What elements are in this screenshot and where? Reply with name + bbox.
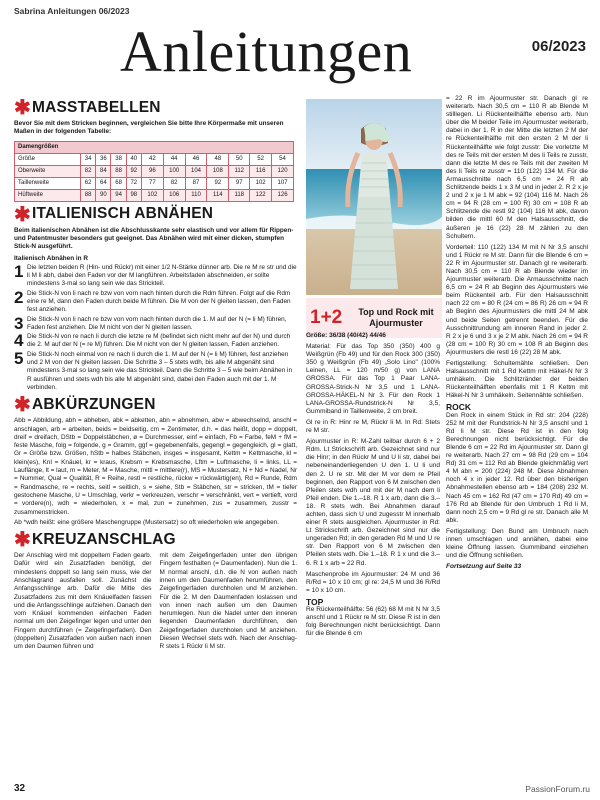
abbreviation-note: Ab *wdh heißt: eine größere Maschengruppe (Mustersatz) so oft wiederholen wie angegeben. [14,518,280,526]
section-masstabellen [14,99,297,117]
beach-photo-image [306,99,442,295]
abbreviation-list: Abb = Abbildung, abh = abheben, abk = abketten, abn = abnehmen, abw = abwechselnd, anschl = anschlagen, arb = arbeiten, beids = beidseitig, cm = Zentimeter, d.h. = das heißt, dopp = doppelt, dreif = dreifach, DStb = Doppelstäbchen, ø = Durchmesser, einf = einfach, Fb = Farbe, feM + fM = feste Masche, folg = folgende, g = Gramm, ggf = gegebenenfalls, gegengl = gegengleich, gl = glatt, Gr = Größe bzw. Größen, hStb = halbes Stäbchen, insges = insgesamt, Kettm = Kettmasche, kl = klein(es), Knl = Knäuel, kr = kraus, Krebsm = Krebsmasche, Lftm = Luftmasche, li = links, LL = Lauflänge, lt = laut, m = Meter, M = Masche, mittl = mittlere(r), MS = Mustersatz, N + Nd = Nadel, Nr = Nummer, Qual = Qualität, R = Reihe, restl = restliche, rückw = rückwärtig(en), Rd = Runde, Rdm = Randmasche, re = rechts, seitl = seitlich, s = siehe, Stb = Stäbchen, str = stricken, tM = tiefer gestochene Masche, U = Umschlag, verkr = verkreuzen, verschr = verschränkt, vert = vertieft, vord = vordere(n), wdh = wiederholen, x = mal, zun = zunehmen, zus = zusammen, zusstr = zusammenstricken. [14,417,297,516]
page-title: Anleitungen [120,19,413,84]
section-title: KREUZANSCHLAG [32,530,176,548]
list-item: 3 Die Stick-N von li nach re bzw von vorn nach hinten durch die 1. M auf der N (= li M) führen, Faden fest anziehen. Die M nicht von der N gleiten lassen. [14,313,287,333]
top-text: Re Rückenteilhälfte: 56 (62) 68 M mit N Nr 3,5 anschl und 1 Rückr re M str. Diese R ist in den folg Berechnungen nicht berücksichtigt. Dann für die Blende 6 cm [306,606,440,638]
gl-re-info: Gl re in R: Hinr re M, Rückr li M. In Rd: Stets re M str. [306,418,440,435]
top-heading: TOP [306,596,324,607]
step-list [14,261,297,392]
asterisk-icon: ✱ [14,529,31,552]
italienisch-intro: Beim italienischen Abnähen ist die Abschlusskante sehr elastisch und vor allem für Rippen- und Patentmuster besonders gut geeignet. Das Abnähen wird mit einer dicken, stumpfen Stick-N ausgeführt. [14,226,294,251]
rock-fertigstellung-paragraph: Fertigstellung: Den Bund am Umbruch nach innen umschlagen und annähen, dabei eine kleine Öffnung lassen. Gummiband einziehen und die Öffnung schließen. [446,527,588,560]
project-number: 1+2 [310,307,343,328]
section-abkuerzungen [14,394,297,417]
model-photo [306,99,442,295]
section-kreuzanschlag [14,529,297,552]
project-title: Top und Rock mit Ajourmuster [358,307,434,328]
fertigstellung-paragraph: Fertigstellung: Schultemähte schließen. Den Halsausschnitt mit 1 Rd Kettm mit Häkel-N Nr 3 umhäkeln. Die Schlitzränder der beiden Rückenteilhälften ebenfalls mit 1 R Kettm mit Häkel-N Nr 3 umhäkeln. Seitennähte schließen. [446,360,588,400]
table-row: Taillenweite 62 64 68 72 77 82 87 92 97 102 107 [15,177,294,189]
continue-note: Fortsetzung auf Seite 33 [446,563,522,571]
left-column [14,95,297,652]
list-item: 4 Die Stick-N von re nach li durch die letzte re M (befindet sich nicht mehr auf der N) und durch die 2. M auf der N (= re M) führen. Die M nicht von der N gleiten lassen, Faden anziehen. [14,331,291,351]
list-item: 1 Die letzten beiden R (Hin- und Rückr) mit einer 1/2 N-Stärke dünner arb. Die re M re str und die li M li abh, dabei den Faden vor der M langführen. Arbeitsfaden abschneiden, er sollte mindestens 3-mal so lang sein wie das Strickteil. [14,261,297,288]
table-row: Größe 34 36 38 40 42 44 46 48 50 52 54 [15,153,294,165]
issue-number: 06/2023 [531,38,586,55]
size-table [14,141,294,202]
section-title: ABKÜRZUNGEN [32,396,156,414]
vorderteil-paragraph: Vorderteil: 110 (122) 134 M mit N Nr 3,5 anschl und 1 Rückr re M str. Dann für die Blende 6 cm = 22 R im Ajourmuster str. Danach gl re weiterarb. Nach 30,5 cm = 110 R ab Blende wieder im Ajourmuster weiterarb. Die Armausschnitte nach 6,5 cm = 24 R ab Beginn des Ajourmusters wie beim Rückenteil arb. Für den Halsausschnitt nach 22 cm = 80 R (24 cm = 86 R) 26 cm = 94 R ab Beginn des Ajourmusters die mittl 24 M abk und beide Seiten getrennt beenden. Für die Ausschnittrundung am inneren Rand in jeder 2. R 2 x je 6 und 3 x je 2 M abk. Nach 26 cm = 94 R (28 cm = 100 R) 30 cm = 108 R ab Beginn des Ajourmusters die restl 16 (22) 28 M abk. [446,243,588,356]
page-number: 32 [14,783,26,794]
size-info: Größe: 36/38 (40/42) 44/46 [306,332,386,339]
right-paragraph: = 22 R im Ajourmuster str. Danach gl re weiterarb. Nach 30,5 cm = 110 R ab Blende M stilllegen. Li Rückenteilhälfte ebenso arb. Nun über die M beider Teile im Ajourmuster weiterarb, dabei in der 1. R in der Mitte die letzten 2 M der re Rückenteilhälfte mit den ersten 2 M der li Rückenteilhälfte wie folgt zusstr: Die vorletzte M des re Teils mit der ersten M des li Teils re zusstr, dann die letzte M des re Teils mit der zweiten M des li Teils re zusstr = 110 (122) 134 M. Für die Armausschnitte nach 6,5 cm = 24 R ab Schlitzende beids 1 x 3 M und in jeder 2. R 2 x je 2 und 2 x je 1 M abk = 92 (104) 116 M. Nach 26 cm = 94 R (28 cm = 100 R) 30 cm = 108 R ab Schlitzende die restl 92 (104) 116 M abk, davon bilden die mittl 60 M den Halsausschnitt, die äußeren je 16 (22) 28 M zählen zu den Schultern. [446,95,588,240]
italienisch-subtitle: Italienisch Abnähen in R [14,255,88,263]
section-italienisch [14,203,297,226]
list-item: 2 Die Stick-N von li nach re bzw von vorn nach hinten durch die Rdm führen. Folgt auf die Rdm eine re M, dann den Faden durch beide M führen. Die M von der N gleiten lassen, den Faden fest anziehen. [14,287,291,314]
right-column [446,95,588,574]
kreuzanschlag-col2: mit dem Zeigefingerfaden unter den übrigen Fingern festhalten (= Daumenfaden). Nun die 1. M normal anschl, d.h. die N von außen nach innen um den Daumenfaden herumführen, den Zeigefingerfaden durchholen und M anziehen. Für die 2. M den Daumenfaden loslassen und von innen nach außen um den Daumen herumlegen. Nun die Nadel unter den inneren liegenden Daumenfaden durchführen, den Zeigefingerfaden durchholen und M anziehen. Diesen Wechsel stets wdh. Nach der Anschlag-R stets 1 Rückr li M str. [159,552,297,651]
maschenprobe-info: Maschenprobe im Ajourmuster: 24 M und 36 R/Rd = 10 x 10 cm; gl re: 24,5 M und 36 R/Rd = 10 x 10 cm. [306,570,440,594]
rock-heading: ROCK [446,402,472,413]
masstabellen-intro: Bevor Sie mit dem Stricken beginnen, vergleichen Sie bitte Ihre Körpermaße mit unseren Maßen in der folgenden Tabelle: [14,120,284,136]
section-title: MASSTABELLEN [32,98,161,116]
asterisk-icon: ✱ [14,203,31,226]
kreuzanschlag-col1: Der Anschlag wird mit doppeltem Faden gearb. Dafür wird ein Zusatzfaden benötigt, der mindestens doppelt so lang sein muss, wie der Anschlagrand ausfallen soll. Zunächst die Anfangsschlinge arb. Dafür die Mitte des Zusatzfadens zus mit dem Knäuelfaden fassen und die Anfangsschlinge aufziehen. Danach den vom Knäuel kommenden einfachen Faden normal um den Zeigefinger legen und unter den Fingern durchführen (= Zeigefingerfaden). Den (doppelten) Zusatzfaden von außen nach innen um den Daumen führen und [14,552,152,651]
table-row: Oberweite 82 84 88 92 96 100 104 108 112 116 120 [15,165,294,177]
ajour-info: Ajourmuster in R: M-Zahl teilbar durch 6 + 2 Rdm. Lt Strickschrift arb. Gezeichnet sind nur die Hinr; in den Rückr M und U li str, dabei bei nebeneinanderliegenden U den 1. U li und den 2. U re str. Mit der M vor dem re Pfeil beginnen, den Rapport von 6 M zwischen den Pfeilen stets wdh und mit der M nach dem li Pfeil enden. Die 1.–18. R 1 x arb, dann die 3.–18. R stets wdh. Bei Abnahmen darauf achten, dass sich U und zugesstr M innerhalb einer R stets ausgleichen. Ajourmuster in Rd: Lt Strickschrift arb. Gezeichnet sind nur die ungeraden Rd; in den geraden Rd M und U re str. Den Rapport von 6 M zwischen den Pfeilen stets wdh. Die 1.–18. R 1 x und die 3.–6. R 1 x arb = 22 Rd. [306,438,440,567]
middle-column [306,332,440,641]
asterisk-icon: ✱ [14,97,31,119]
magazine-header: Sabrina Anleitungen 06/2023 [14,6,130,16]
kreuzanschlag-text [14,552,297,652]
table-row: Hüftweite 88 90 94 98 102 106 110 114 118 122 126 [15,189,294,201]
asterisk-icon: ✱ [14,394,31,417]
rock-paragraph: Den Rock in einem Stück in Rd str: 204 (228) 252 M mit der Rundstrick-N Nr 3,5 anschl und 1 Rd li M str. Diese Rd ist in den folg Berechnungen nicht berücksichtigt. Für die Blende 6 cm = 22 Rd im Ajourmuster str. Dann gl re weiterarb. Nach 27 cm = 98 Rd (29 cm = 104 Rd) 31 cm = 112 Rd ab Blende gleichmäßig vert 4 M abn = 200 (224) 248 M. Diese Abnahmen noch 4 x in jeder 12. Rd über den bisherigen Abnahmestellen ebenso arb = 184 (208) 232 M. Nach 45 cm = 162 Rd (47 cm = 170 Rd) 49 cm = 176 Rd ab Blende für den Umbruch 1 Rd li M, dann noch 2,5 cm = 9 Rd gl re str. Danach alle M abk. [446,411,588,524]
material-info: Material: Für das Top 350 (350) 400 g Weißgrün (Fb 49) und für den Rock 300 (350) 350 g Weißgrün (Fb 49) „Solo Lino" (100% Leinen, LL = 120 m/50 g) von LANA GROSSA. Für das Top 1 Paar LANA-GROSSA-Strick-N Nr 3,5 und 1 LANA-GROSSA-HÄKEL-N Nr 3. Für den Rock 1 LANA-GROSSA-Rundstrick-N Nr 3,5, Gummiband in Taillenweite, 2 cm breit. [306,343,440,415]
table-header: Damengrößen [15,141,294,153]
watermark: PassionForum.ru [525,784,590,794]
section-title: ITALIENISCH ABNÄHEN [32,205,214,223]
list-item: 5 Die Stick-N noch einmal von re nach li durch die 1. M auf der N (= li M) führen, fest anziehen und 2 M von der N gleiten lassen. Die Schritte 3 – 5 stets wdh, bis alle M abgenäht sind mindestens 3-mal so lang sein wie das Strickteil. Dann die Schritte 3 – 5 wie beim Abnähen in R ausführen und stets wdh bis alle M abgenäht sind, dabei den Faden auch mit der 1. M verbinden. [14,348,292,391]
